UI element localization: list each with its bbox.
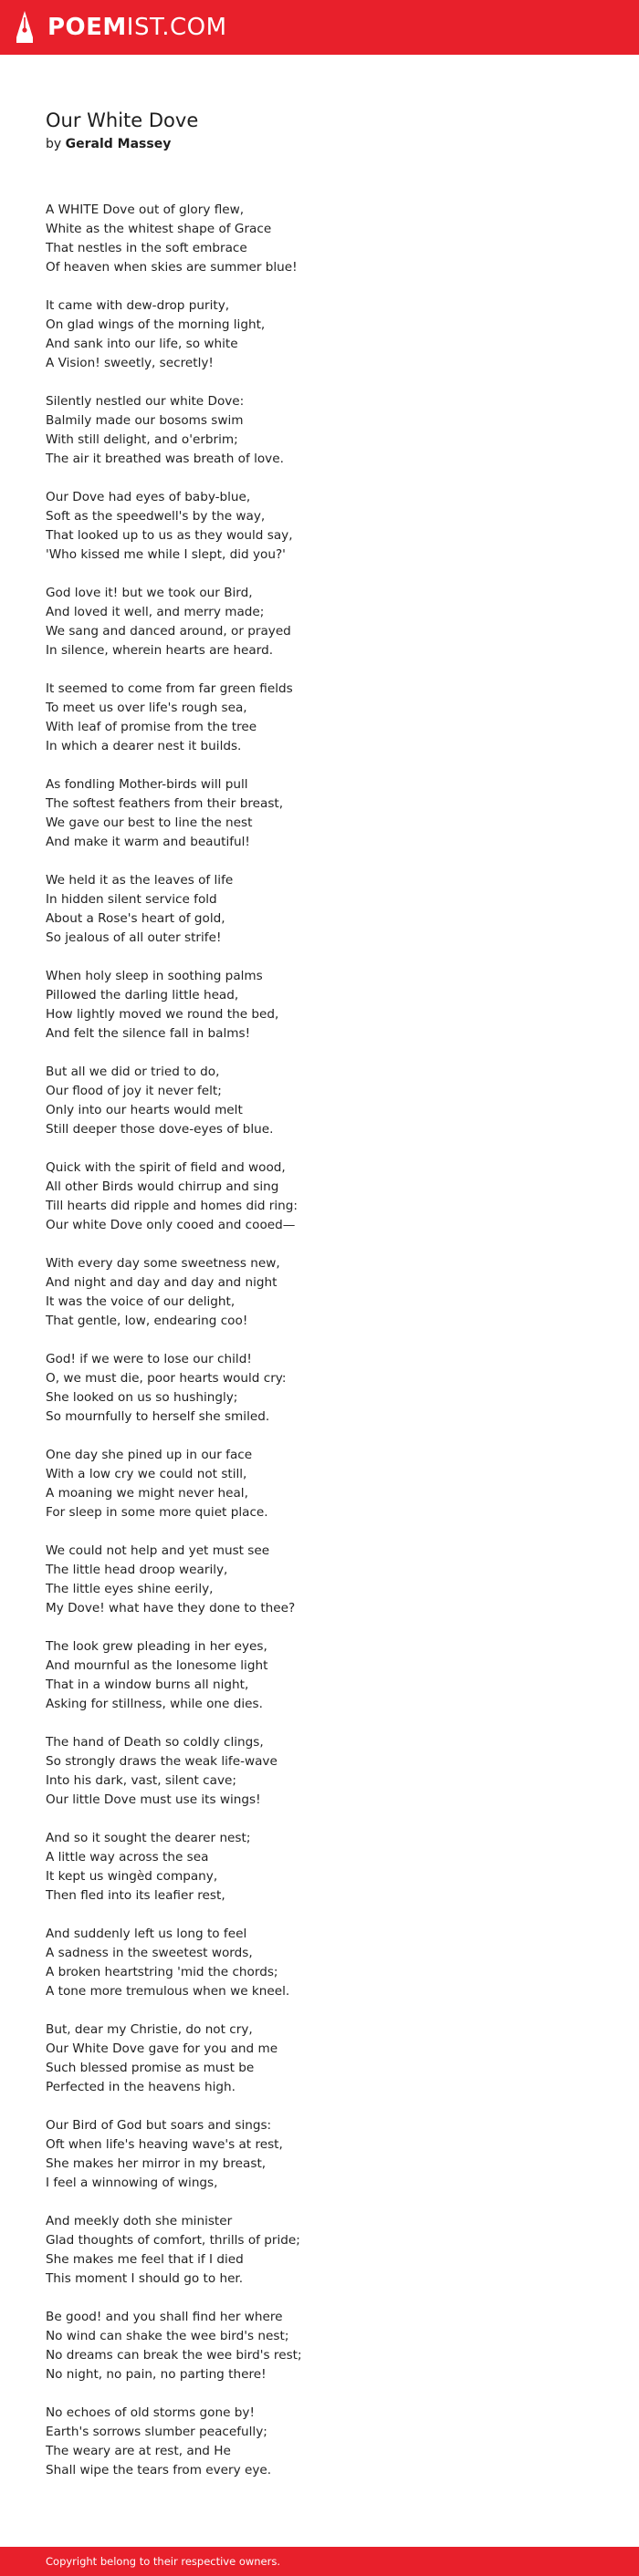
- stanza: [46, 2116, 593, 2193]
- stanza: [46, 1637, 593, 1714]
- poem-line: How lightly moved we round the bed,: [46, 1007, 279, 1022]
- footer-bar: [0, 2547, 639, 2576]
- poem-line: A sadness in the sweetest words,: [46, 1946, 253, 1960]
- poem-line: And night and day and day and night: [46, 1275, 278, 1290]
- poem-line: When holy sleep in soothing palms: [46, 969, 263, 983]
- poem-line: Shall wipe the tears from every eye.: [46, 2463, 272, 2477]
- top-bar: [0, 0, 639, 55]
- stanza: [46, 201, 593, 277]
- poem-line: It seemed to come from far green fields: [46, 681, 293, 696]
- poem-line: And felt the silence fall in balms!: [46, 1026, 251, 1041]
- poem-line: Such blessed promise as must be: [46, 2061, 255, 2075]
- poem-line: Silently nestled our white Dove:: [46, 394, 245, 409]
- byline: [46, 135, 593, 153]
- stanza: [46, 1829, 593, 1906]
- poem-line: The hand of Death so coldly clings,: [46, 1735, 264, 1750]
- poem-line: No night, no pain, no parting there!: [46, 2367, 267, 2382]
- poem-line: And so it sought the dearer nest;: [46, 1831, 251, 1845]
- poem-line: No echoes of old storms gone by!: [46, 2405, 255, 2420]
- site-name: POEMIST.COM: [47, 14, 227, 41]
- poem-line: So strongly draws the weak life-wave: [46, 1754, 278, 1769]
- poem-line: We could not help and yet must see: [46, 1543, 270, 1558]
- poem-title: Our White Dove: [46, 109, 199, 131]
- poem-line: Then fled into its leafier rest,: [46, 1888, 225, 1903]
- stanza: [46, 392, 593, 469]
- stanza: [46, 1733, 593, 1810]
- poem-line: Earth's sorrows slumber peacefully;: [46, 2425, 267, 2439]
- poem-line: Soft as the speedwell's by the way,: [46, 509, 266, 524]
- poem-line: In silence, wherein hearts are heard.: [46, 643, 274, 658]
- poem-line: A Vision! sweetly, secretly!: [46, 356, 214, 370]
- poem-line: Only into our hearts would melt: [46, 1103, 243, 1117]
- poem-line: But, dear my Christie, do not cry,: [46, 2022, 253, 2037]
- poem-line: With a low cry we could not still,: [46, 1467, 247, 1481]
- stanza: [46, 2020, 593, 2097]
- poem-line: Into his dark, vast, silent cave;: [46, 1773, 236, 1788]
- poem-line: No wind can shake the wee bird's nest;: [46, 2329, 289, 2343]
- poem-body: [46, 201, 593, 2499]
- poem-line: And loved it well, and merry made;: [46, 605, 265, 619]
- poem-line: To meet us over life's rough sea,: [46, 701, 247, 715]
- stanza: [46, 1542, 593, 1618]
- stanza: [46, 2212, 593, 2289]
- poem-line: A tone more tremulous when we kneel.: [46, 1984, 290, 1999]
- poem-line: We sang and danced around, or prayed: [46, 624, 291, 639]
- author-name[interactable]: Gerald Massey: [65, 137, 172, 151]
- pen-nib-icon: [15, 10, 35, 45]
- poem-line: That looked up to us as they would say,: [46, 528, 293, 543]
- poem-line: That in a window burns all night,: [46, 1678, 249, 1692]
- stanza: [46, 1350, 593, 1427]
- stanza: [46, 296, 593, 373]
- poem-line: It was the voice of our delight,: [46, 1294, 236, 1309]
- poem-line: A WHITE Dove out of glory flew,: [46, 203, 245, 217]
- poem-line: It came with dew-drop purity,: [46, 298, 230, 313]
- poem-line: On glad wings of the morning light,: [46, 317, 266, 332]
- poem-line: We held it as the leaves of life: [46, 873, 234, 888]
- poem-line: With still delight, and o'erbrim;: [46, 432, 238, 447]
- byline-prefix: by: [46, 137, 62, 151]
- poem-line: A little way across the sea: [46, 1850, 209, 1864]
- poem-line: This moment I should go to her.: [46, 2271, 244, 2286]
- poem-line: Be good! and you shall find her where: [46, 2310, 283, 2324]
- poem-line: So jealous of all outer strife!: [46, 930, 222, 945]
- poem-line: The look grew pleading in her eyes,: [46, 1639, 267, 1654]
- poem-line: She looked on us so hushingly;: [46, 1390, 238, 1405]
- poem-line: Quick with the spirit of field and wood,: [46, 1160, 286, 1175]
- stanza: [46, 1446, 593, 1522]
- poem-line: Our white Dove only cooed and cooed—: [46, 1218, 296, 1232]
- poem-line: In which a dearer nest it builds.: [46, 739, 242, 753]
- poem-line: Asking for stillness, while one dies.: [46, 1697, 263, 1711]
- poem-line: A broken heartstring 'mid the chords;: [46, 1965, 278, 1979]
- stanza: [46, 775, 593, 852]
- poem-line: The softest feathers from their breast,: [46, 796, 284, 811]
- poem-line: Our White Dove gave for you and me: [46, 2041, 278, 2056]
- poem-line: The weary are at rest, and He: [46, 2444, 231, 2458]
- poem-line: Perfected in the heavens high.: [46, 2080, 236, 2094]
- poem-line: My Dove! what have they done to thee?: [46, 1601, 296, 1615]
- stanza: [46, 584, 593, 660]
- poem-line: The little eyes shine eerily,: [46, 1582, 214, 1596]
- poem-line: Pillowed the darling little head,: [46, 988, 239, 1002]
- poem-line: God! if we were to lose our child!: [46, 1352, 252, 1366]
- stanza: [46, 680, 593, 756]
- poem-line: In hidden silent service fold: [46, 892, 217, 907]
- stanza: [46, 2404, 593, 2480]
- poem-line: She makes her mirror in my breast,: [46, 2156, 267, 2171]
- poem-line: And mournful as the lonesome light: [46, 1658, 268, 1673]
- poem-line: For sleep in some more quiet place.: [46, 1505, 268, 1520]
- stanza: [46, 871, 593, 948]
- poem-line: Our Bird of God but soars and sings:: [46, 2118, 272, 2133]
- poem-line: And suddenly left us long to feel: [46, 1927, 247, 1941]
- copyright-text: Copyright belong to their respective owners.: [46, 2555, 281, 2568]
- poem-line: The little head droop wearily,: [46, 1563, 228, 1577]
- poem-line: And sank into our life, so white: [46, 337, 238, 351]
- poem-line: God love it! but we took our Bird,: [46, 586, 253, 600]
- poem-line: She makes me feel that if I died: [46, 2252, 244, 2267]
- poem-line: Still deeper those dove-eyes of blue.: [46, 1122, 274, 1137]
- stanza: [46, 488, 593, 565]
- poem-line: Our Dove had eyes of baby-blue,: [46, 490, 251, 504]
- poem-line: And make it warm and beautiful!: [46, 835, 250, 849]
- stanza: [46, 1063, 593, 1139]
- poem-line: Till hearts did ripple and homes did ring:: [46, 1199, 298, 1213]
- poem-line: But all we did or tried to do,: [46, 1065, 220, 1079]
- poem-line: Our little Dove must use its wings!: [46, 1792, 261, 1807]
- site-logo[interactable]: [15, 10, 227, 45]
- poem-line: I feel a winnowing of wings,: [46, 2176, 218, 2190]
- poem-line: About a Rose's heart of gold,: [46, 911, 225, 926]
- poem-line: That gentle, low, endearing coo!: [46, 1314, 248, 1328]
- poem-line: All other Birds would chirrup and sing: [46, 1179, 279, 1194]
- poem-line: White as the whitest shape of Grace: [46, 222, 272, 236]
- poem-line: The air it breathed was breath of love.: [46, 452, 284, 466]
- poem-line: One day she pined up in our face: [46, 1448, 253, 1462]
- poem-line: A moaning we might never heal,: [46, 1486, 248, 1501]
- poem-line: With every day some sweetness new,: [46, 1256, 280, 1271]
- stanza: [46, 967, 593, 1044]
- poem-line: It kept us wingèd company,: [46, 1869, 218, 1884]
- stanza: [46, 1925, 593, 2001]
- poem-line: And meekly doth she minister: [46, 2214, 233, 2228]
- stanza: [46, 1254, 593, 1331]
- poem-line: 'Who kissed me while I slept, did you?': [46, 547, 286, 562]
- poem-line: Of heaven when skies are summer blue!: [46, 260, 298, 275]
- poem-line: No dreams can break the wee bird's rest;: [46, 2348, 302, 2363]
- stanza: [46, 2308, 593, 2384]
- stanza: [46, 1158, 593, 1235]
- poem-line: Glad thoughts of comfort, thrills of pride;: [46, 2233, 300, 2248]
- poem-header: [46, 108, 593, 153]
- poem-line: O, we must die, poor hearts would cry:: [46, 1371, 287, 1386]
- poem-line: Balmily made our bosoms swim: [46, 413, 244, 428]
- poem-line: Oft when life's heaving wave's at rest,: [46, 2137, 283, 2152]
- poem-line: So mournfully to herself she smiled.: [46, 1409, 270, 1424]
- poem-line: As fondling Mother-birds will pull: [46, 777, 248, 792]
- poem-line: Our flood of joy it never felt;: [46, 1084, 222, 1098]
- poem-line: We gave our best to line the nest: [46, 815, 253, 830]
- poem-line: That nestles in the soft embrace: [46, 241, 247, 255]
- poem-line: With leaf of promise from the tree: [46, 720, 257, 734]
